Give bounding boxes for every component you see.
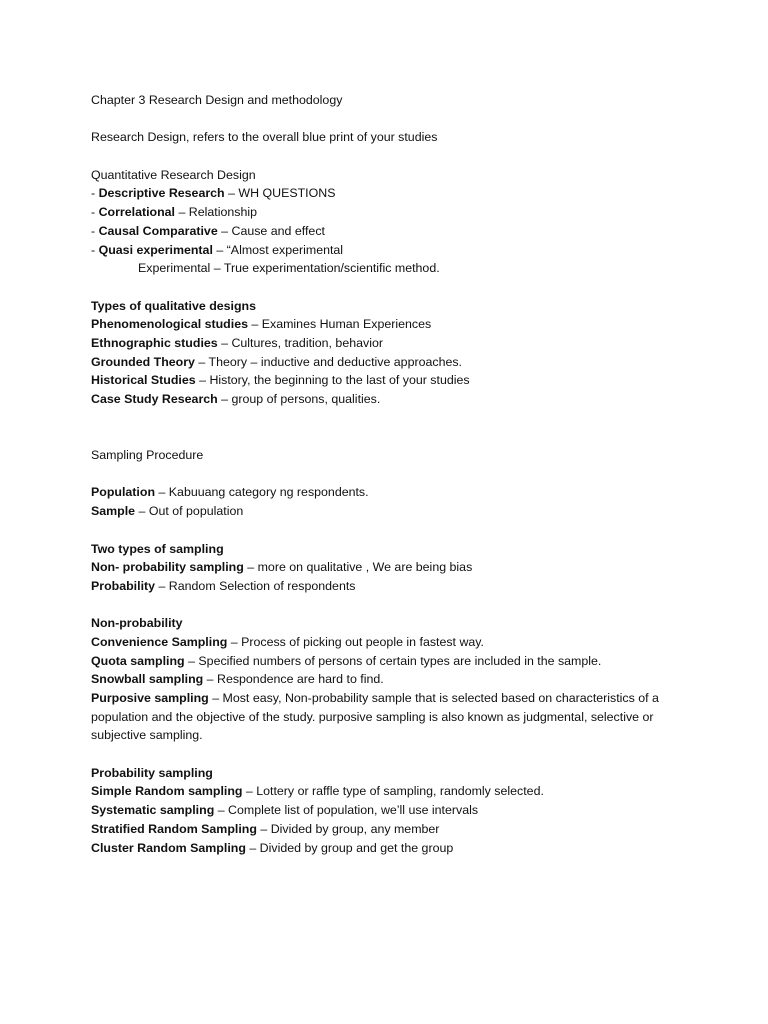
- two-types-heading: Two types of sampling: [91, 541, 224, 556]
- item-desc: – Relationship: [175, 205, 257, 220]
- item-desc: – Lottery or raffle type of sampling, randomly selected.: [242, 784, 544, 799]
- item-term: Purposive sampling: [91, 691, 209, 706]
- item-desc: – more on qualitative , We are being bias: [243, 560, 473, 575]
- item-term: Descriptive Research: [98, 186, 225, 201]
- item-term: Causal Comparative: [98, 223, 218, 238]
- item-prefix: -: [91, 242, 99, 257]
- qualitative-item: [91, 315, 701, 334]
- item-desc: – Cultures, tradition, behavior: [217, 335, 383, 350]
- item-term: Population: [91, 485, 156, 500]
- item-desc: – Most easy, Non-probability sample that is selected based on characteristics of a: [208, 691, 659, 706]
- item-term: Snowball sampling: [91, 672, 204, 687]
- quantitative-item: [91, 241, 701, 260]
- item-term: Stratified Random Sampling: [91, 821, 257, 836]
- item-prefix: -: [91, 205, 99, 220]
- non-probability-item: [91, 633, 701, 652]
- item-term: Systematic sampling: [91, 803, 215, 818]
- non-probability-item: [91, 652, 701, 671]
- item-term: Ethnographic studies: [91, 335, 218, 350]
- item-desc: Experimental – True experimentation/scientific method.: [138, 261, 440, 276]
- item-term: Quasi experimental: [98, 242, 213, 257]
- sampling-procedure-heading: Sampling Procedure: [91, 448, 204, 463]
- item-desc: – Complete list of population, we’ll use intervals: [214, 803, 479, 818]
- quantitative-item: [91, 203, 701, 222]
- item-prefix: -: [91, 223, 99, 238]
- item-term: Simple Random sampling: [91, 784, 243, 799]
- item-desc: – Examines Human Experiences: [247, 317, 432, 332]
- item-desc: – Random Selection of respondents: [155, 578, 356, 593]
- chapter-title: Chapter 3 Research Design and methodology: [91, 93, 343, 107]
- research-design-definition: Research Design, refers to the overall blue print of your studies: [91, 130, 438, 145]
- qualitative-item: [91, 353, 701, 372]
- non-probability-item: [91, 670, 701, 689]
- quantitative-item: [91, 184, 701, 203]
- item-desc: – Cause and effect: [217, 223, 325, 238]
- non-probability-heading: Non-probability: [91, 616, 183, 631]
- quantitative-item: [91, 222, 701, 241]
- qualitative-heading: Types of qualitative designs: [91, 298, 257, 313]
- item-term: Case Study Research: [91, 392, 218, 406]
- purposive-continuation: population and the objective of the study. purposive sampling is also known as judgmental, selective or: [91, 709, 654, 724]
- item-term: Grounded Theory: [91, 354, 195, 369]
- qualitative-item: [91, 390, 701, 409]
- item-desc: – Respondence are hard to find.: [203, 672, 384, 687]
- probability-heading: Probability sampling: [91, 765, 213, 780]
- item-term: Probability: [91, 578, 156, 593]
- item-desc: – WH QUESTIONS: [224, 186, 336, 201]
- probability-item: [91, 839, 701, 858]
- item-desc: – Theory – inductive and deductive approaches.: [194, 354, 462, 369]
- item-desc: – Kabuuang category ng respondents.: [155, 485, 369, 500]
- item-prefix: -: [91, 186, 99, 201]
- item-term: Historical Studies: [91, 373, 196, 388]
- two-types-item: [91, 577, 701, 596]
- probability-item: [91, 801, 701, 820]
- document-page: [91, 91, 701, 857]
- sampling-procedure-item: [91, 483, 701, 502]
- item-term: Cluster Random Sampling: [91, 840, 246, 855]
- item-desc: – Out of population: [135, 504, 244, 519]
- qualitative-item: [91, 371, 701, 390]
- item-desc: – group of persons, qualities.: [217, 392, 381, 406]
- probability-item: [91, 820, 701, 839]
- item-term: Quota sampling: [91, 653, 185, 668]
- quantitative-item-indented: [91, 259, 701, 278]
- sampling-procedure-item: [91, 502, 701, 521]
- probability-item: [91, 782, 701, 801]
- item-desc: – “Almost experimental: [212, 242, 344, 257]
- item-desc: – Specified numbers of persons of certain types are included in the sample.: [184, 653, 602, 668]
- item-desc: – Divided by group, any member: [256, 821, 440, 836]
- item-desc: – Divided by group and get the group: [245, 840, 454, 855]
- qualitative-item: [91, 334, 701, 353]
- item-term: Convenience Sampling: [91, 634, 228, 649]
- item-desc: – History, the beginning to the last of your studies: [195, 373, 470, 388]
- item-term: Non- probability sampling: [91, 560, 244, 575]
- purposive-item: [91, 689, 701, 708]
- quantitative-heading: Quantitative Research Design: [91, 167, 256, 182]
- purposive-continuation: subjective sampling.: [91, 728, 203, 743]
- item-term: Correlational: [98, 205, 176, 220]
- two-types-item: [91, 558, 701, 577]
- item-term: Sample: [91, 504, 136, 519]
- item-desc: – Process of picking out people in fastest way.: [227, 634, 484, 649]
- item-term: Phenomenological studies: [91, 317, 248, 332]
